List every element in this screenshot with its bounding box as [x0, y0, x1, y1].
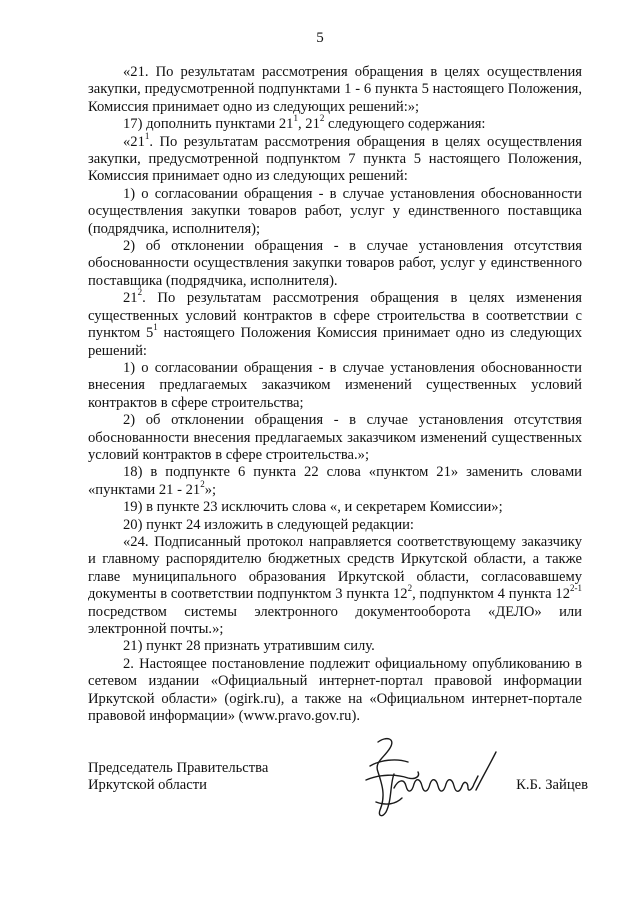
paragraph: 2) об отклонении обращения - в случае установления отсутствия обоснованности осуществления закупки товаров работ, услуг у единственного поставщика (подрядчика, исполнителя). — [88, 238, 582, 289]
signatory-name: К.Б. Зайцев — [516, 777, 588, 793]
paragraph: «21. По результатам рассмотрения обращения в целях осуществления закупки, предусмотренной подпунктами 1 - 6 пункта 5 настоящего Положения, Комиссия принимает одно из следующих решений:»; — [88, 64, 582, 115]
paragraph: 2. Настоящее постановление подлежит официальному опубликованию в сетевом издании «Официальный интернет-портал правовой информации Иркутской области» (ogirk.ru), а также на «Официальном интернет-портале правовой информации» (www.pravo.gov.ru). — [88, 655, 582, 725]
paragraph: 1) о согласовании обращения - в случае установления обоснованности внесения предлагаемых заказчиком изменений существенных условий контрактов в сфере строительства; — [88, 359, 582, 411]
paragraph: «$21^1$. По результатам рассмотрения обращения в целях осуществления закупки, предусмотренной подпунктом 7 пункта 5 настоящего Положения, Комиссия принимает одно из следующих решений: — [88, 130, 582, 185]
paragraph: 1) о согласовании обращения - в случае установления обоснованности осуществления закупки товаров работ, услуг у единственного поставщика (подрядчика, исполнителя); — [88, 185, 582, 237]
paragraph: 19) в пункте 23 исключить слова «, и секретарем Комиссии»; — [123, 499, 503, 516]
paragraph: $21^2$. По результатам рассмотрения обращения в целях изменения существенных условий контрактов в сфере строительства в соответствии с пунктом $5^1$ настоящего Положения Комиссия принимает одно из следующих решений: — [88, 287, 583, 359]
paragraph: 17) дополнить пунктами $21^1$, $21^2$ следующего содержания: — [123, 113, 486, 133]
document-body — [88, 64, 582, 725]
paragraph: 21) пункт 28 признать утратившим силу. — [123, 638, 375, 655]
handwritten-signature — [356, 732, 506, 827]
page-number: 5 — [316, 30, 324, 46]
paragraph: 18) в подпункте 6 пункта 22 слова «пунктом 21» заменить словами «пунктами $21 - 21^2$»; — [88, 464, 582, 498]
paragraph: «24. Подписанный протокол направляется соответствующему заказчику и главному распорядителю бюджетных средств Иркутской области, а также главе муниципального образования Иркутской области, согласовавшему документы в соответствии подпунктом 3 пункта $12^2$, подпунктом 4 пункта 12$^{2-1}$ посредством системы электронного документооборота «ДЕЛО» или электронной почты.»; — [88, 533, 582, 637]
paragraph: 2) об отклонении обращения - в случае установления отсутствия обоснованности внесения предлагаемых заказчиком изменений существенных условий контрактов в сфере строительства.»; — [88, 412, 582, 463]
signatory-title: Председатель Правительства Иркутской области — [88, 760, 269, 793]
signature-block — [88, 760, 588, 840]
paragraph: 20) пункт 24 изложить в следующей редакции: — [123, 516, 414, 533]
